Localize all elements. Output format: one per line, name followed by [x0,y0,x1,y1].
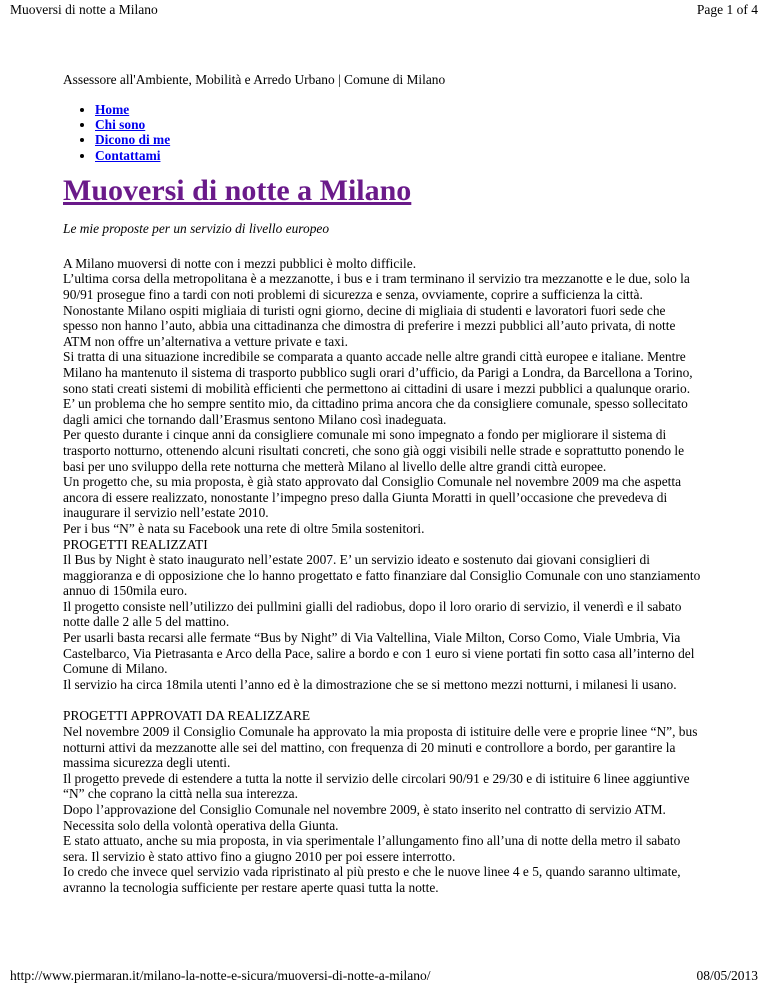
article-paragraph: Il progetto prevede di estendere a tutta la notte il servizio delle circolari 90/91 e 29/30 e di istituire 6 linee aggiuntive “N” che coprano la città nella sua interezza. [63,770,690,802]
article-paragraph: Nonostante Milano ospiti migliaia di turisti ogni giorno, decine di migliaia di studenti e lavoratori fuori sede che spesso non hanno l’auto, abbia una cittadinanza che dimostra di preferire i mezzi pubblici all’auto privata, di notte ATM non offre un’alternativa a vetture private e taxi. [63,302,676,349]
article-body-section-2 [63,708,703,895]
article-paragraph: A Milano muoversi di notte con i mezzi pubblici è molto difficile. [63,255,417,271]
nav-link-contattami[interactable]: Contattami [95,147,161,163]
section-heading: PROGETTI REALIZZATI [63,536,208,552]
print-header-page: Page 1 of 4 [696,2,758,17]
nav-item-dicono-di-me [95,132,703,147]
article-title[interactable]: Muoversi di notte a Milano [63,174,412,208]
article-paragraph: Per usarli basta recarsi alle fermate “Bus by Night” di Via Valtellina, Viale Milton, Corso Como, Viale Umbria, Via Castelbarco, Via Pietrasanta e Arco della Pace, salire a bordo e con 1 euro si viene portati fin sotto casa all’interno del Comune di Milano. [63,630,695,677]
page-content [63,64,703,896]
print-footer-date: 08/05/2013 [696,968,758,983]
print-header-title: Muoversi di notte a Milano [10,2,158,17]
article-paragraph: Il progetto consiste nell’utilizzo dei pullmini gialli del radiobus, dopo il loro orario di servizio, il venerdì e il sabato notte dalle 2 alle 5 del mattino. [63,598,682,630]
article-paragraph: Io credo che invece quel servizio vada ripristinato al più presto e che le nuove linee 4 e 5, quando saranno ultimate, avranno la tecnologia sufficiente per restare aperte quasi tutta la notte. [63,864,681,895]
article-paragraph: E’ un problema che ho sempre sentito mio, da cittadino prima ancora che da consigliere comunale, spesso sollecitato dagli amici che tornando dall’Erasmus sentono Milano così inadeguata. [63,396,688,427]
main-nav [63,102,703,164]
article-paragraph: Si tratta di una situazione incredibile se comparata a quanto accade nelle altre grandi città europee e italiane. Mentre Milano ha mantenuto il sistema di trasporto pubblico sugli orari d’ufficio, da Parigi a Londra, da Barcellona a Torino, sono stati creati sistemi di mobilità efficienti che permettono ai cittadini di usare i mezzi pubblici a qualunque orario. [63,349,693,396]
nav-link-chi-sono[interactable]: Chi sono [95,117,146,132]
article-paragraph: Nel novembre 2009 il Consiglio Comunale ha approvato la mia proposta di istituire delle vere e proprie linee “N”, bus notturni attivi da mezzanotte alle sei del mattino, con frequenza di 20 minuti e controllore a bordo, per garantire la massima sicurezza degli utenti. [63,724,698,771]
article-paragraph: L’ultima corsa della metropolitana è a mezzanotte, i bus e i tram terminano il servizio tra mezzanotte e le due, solo la 90/91 prosegue fino a tardi con noti problemi di sicurezza e senza, ovviamente, coprire a sufficienza la città. [63,271,690,302]
article-subtitle: Le mie proposte per un servizio di livello europeo [63,221,330,237]
article-paragraph: Il servizio ha circa 18mila utenti l’anno ed è la dimostrazione che se si mettono mezzi notturni, i milanesi li usano. [63,676,677,692]
article-paragraph: E stato attuato, anche su mia proposta, in via sperimentale l’allungamento fino all’una di notte della metro il sabato sera. Il servizio è stato attivo fino a giugno 2010 per poi essere interrotto. [63,833,681,864]
print-footer-url: http://www.piermaran.it/milano-la-notte-e-sicura/muoversi-di-notte-a-milano/ [10,968,431,983]
section-heading: PROGETTI APPROVATI DA REALIZZARE [63,708,311,724]
article-body-section-1 [63,256,703,693]
site-tagline: Assessore all'Ambiente, Mobilità e Arredo Urbano | Comune di Milano [63,72,446,87]
print-header [0,0,768,20]
article-paragraph: Per questo durante i cinque anni da consigliere comunale mi sono impegnato a fondo per migliorare il sistema di trasporto notturno, ottenendo alcuni risultati concreti, che sono già oggi visibili nelle strade e soprattutto ponendo le basi per uno sviluppo della rete notturna che metterà Milano al livello delle altre grandi città europee. [63,427,685,474]
nav-item-chi-sono [95,117,703,132]
nav-item-contattami [95,148,703,163]
nav-link-dicono-di-me[interactable]: Dicono di me [95,132,171,148]
nav-link-home[interactable]: Home [95,101,130,117]
print-footer [0,966,768,986]
paragraph-spacer [63,692,703,708]
nav-item-home [95,102,703,117]
article-paragraph: Per i bus “N” è nata su Facebook una rete di oltre 5mila sostenitori. [63,520,425,536]
article-paragraph: Dopo l’approvazione del Consiglio Comunale nel novembre 2009, è stato inserito nel contratto di servizio ATM. Necessita solo della volontà operativa della Giunta. [63,802,666,833]
article-paragraph: Il Bus by Night è stato inaugurato nell’estate 2007. E’ un servizio ideato e sostenuto dai giovani consiglieri di maggioranza e di opposizione che lo hanno progettato e fatto finanziare dal Consiglio Comunale con uno stanziamento annuo di 150mila euro. [63,552,701,599]
article-paragraph: Un progetto che, su mia proposta, è già stato approvato dal Consiglio Comunale nel novembre 2009 ma che aspetta ancora di essere realizzato, nonostante l’impegno preso dalla Giunta Moratti in quell’occasione che prevedeva di inaugurare il servizio nell’estate 2010. [63,474,682,521]
